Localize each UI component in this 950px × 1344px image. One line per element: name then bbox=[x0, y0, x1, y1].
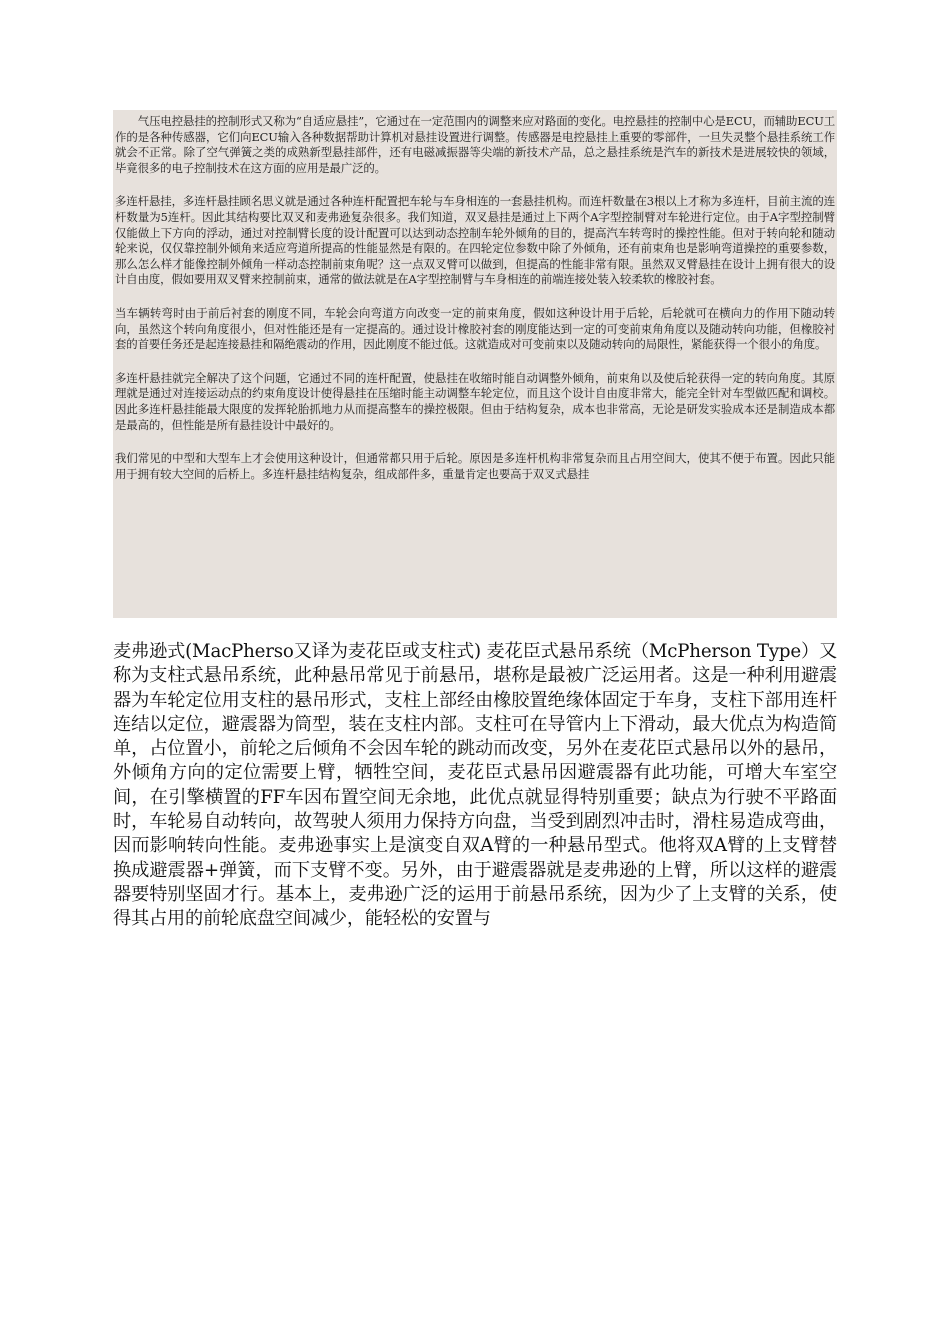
paragraph-gap bbox=[115, 176, 835, 194]
paragraph-gap bbox=[115, 433, 835, 451]
paragraph-gap bbox=[115, 353, 835, 371]
paragraph-gap bbox=[115, 288, 835, 306]
shaded-text-block bbox=[113, 110, 837, 618]
paragraph-multilink-usage: 我们常见的中型和大型车上才会使用这种设计，但通常都只用于后轮。原因是多连杆机构非常复杂而且占用空间大，使其不便于布置。因此只能用于拥有较大空间的后桥上。多连杆悬挂结构复杂，组成部件多，重量肯定也要高于双叉式悬挂 bbox=[115, 451, 835, 481]
paragraph-toe-angle: 当车辆转弯时由于前后衬套的刚度不同，车轮会向弯道方向改变一定的前束角度，假如这种设计用于后轮，后轮就可在横向力的作用下随动转向，虽然这个转向角度很小，但对性能还是有一定提高的。通过设计橡胶衬套的刚度能达到一定的可变前束角角度以及随动转向功能，但橡胶衬套的首要任务还是起连接悬挂和隔绝震动的作用，因此刚度不能过低。这就造成对可变前束以及随动转向的局限性，紧能获得一个很小的角度。 bbox=[115, 305, 835, 352]
paragraph-air-suspension: 气压电控悬挂的控制形式又称为“自适应悬挂”，它通过在一定范围内的调整来应对路面的变化。电控悬挂的控制中心是ECU，而辅助ECU工作的是各种传感器，它们向ECU输入各种数据帮助计算机对悬挂设置进行调整。传感器是电控悬挂上重要的零部件，一旦失灵整个悬挂系统工作就会不正常。除了空气弹簧之类的成熟新型悬挂部件，还有电磁减振器等尖端的新技术产品，总之悬挂系统是汽车的新技术是进展较快的领域，毕竟很多的电子控制技术在这方面的应用是最广泛的。 bbox=[115, 114, 835, 175]
paragraph-macpherson: 麦弗逊式(MacPherso又译为麦花臣或支柱式) 麦花臣式悬吊系统（McPherson Type）又称为支柱式悬吊系统，此种悬吊常见于前悬吊，堪称是最被广泛运用者。这是一种利用避震器为车轮定位用支柱的悬吊形式，支柱上部经由橡胶置绝缘体固定于车身，支柱下部用连杆连结以定位，避震器为筒型，装在支柱内部。支柱可在导管内上下滑动，最大优点为构造简单，占位置小，前轮之后倾角不会因车轮的跳动而改变，另外在麦花臣式悬吊以外的悬吊，外倾角方向的定位需要上臂，牺牲空间，麦花臣式悬吊因避震器有此功能，可增大车室空间，在引擎横置的FF车因布置空间无余地，此优点就显得特别重要；缺点为行驶不平路面时，车轮易自动转向，故驾驶人须用力保持方向盘，当受到剧烈冲击时，滑柱易造成弯曲，因而影响转向性能。麦弗逊事实上是演变自双A臂的一种悬吊型式。他将双A臂的上支臂替换成避震器+弹簧，而下支臂不变。另外，由于避震器就是麦弗逊的上臂，所以这样的避震器要特别坚固才行。基本上，麦弗逊广泛的运用于前悬吊系统，因为少了上支臂的关系，使得其占用的前轮底盘空间减少，能轻松的安置与 bbox=[113, 641, 837, 930]
paragraph-multilink-solution: 多连杆悬挂就完全解决了这个问题，它通过不同的连杆配置，使悬挂在收缩时能自动调整外倾角，前束角以及使后轮获得一定的转向角度。其原理就是通过对连接运动点的约束角度设计使得悬挂在压缩时能主动调整车轮定位，而且这个设计自由度非常大，能完全针对车型做匹配和调校。因此多连杆悬挂能最大限度的发挥轮胎抓地力从而提高整车的操控极限。但由于结构复杂，成本也非常高，无论是研发实验成本还是制造成本都是最高的，但性能是所有悬挂设计中最好的。 bbox=[115, 370, 835, 432]
paragraph-multilink-intro: 多连杆悬挂，多连杆悬挂顾名思义就是通过各种连杆配置把车轮与车身相连的一套悬挂机构。而连杆数量在3根以上才称为多连杆，目前主流的连杆数量为5连杆。因此其结构要比双叉和麦弗逊复杂很多。我们知道，双叉悬挂是通过上下两个A字型控制臂对车轮进行定位。由于A字型控制臂仅能做上下方向的浮动，通过对控制臂长度的设计配置可以达到动态控制车轮外倾角的目的，提高汽车转弯时的操控性能。但对于转向轮和随动轮来说，仅仅靠控制外倾角来适应弯道所提高的性能显然是有限的。在四轮定位参数中除了外倾角，还有前束角也是影响弯道操控的重要参数，那么怎么样才能像控制外倾角一样动态控制前束角呢？这一点双叉臂可以做到，但提高的性能非常有限。虽然双叉臂悬挂在设计上拥有很大的设计自由度，假如要用双叉臂来控制前束，通常的做法就是在A字型控制臂与车身相连的前端连接处装入较柔软的橡胶衬套。 bbox=[115, 194, 835, 287]
